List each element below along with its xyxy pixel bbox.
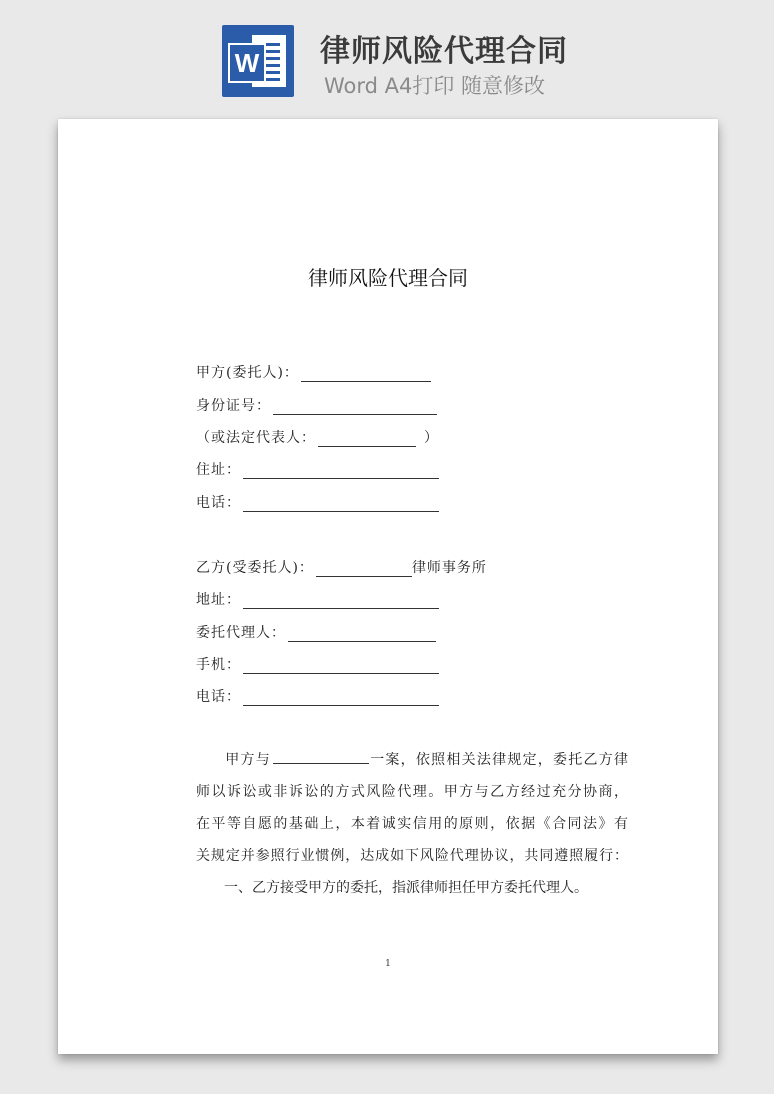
party-a-name-blank[interactable] xyxy=(301,369,431,382)
body-line-1-suffix: 一案，依照相关法律规定，委托乙方律 xyxy=(368,752,628,768)
case-name-blank[interactable] xyxy=(273,751,369,764)
body-line-3: 在平等自愿的基础上，本着诚实信用的原则，依据《合同法》有 xyxy=(196,816,628,832)
banner-title: 律师风险代理合同 xyxy=(320,34,568,69)
party-b-mobile-label: 手机： xyxy=(196,657,241,673)
party-a-id-field xyxy=(196,395,437,415)
document-title: 律师风险代理合同 xyxy=(308,266,468,290)
party-b-agent-label: 委托代理人： xyxy=(196,625,286,641)
party-a-id-blank[interactable] xyxy=(273,402,437,415)
document-page xyxy=(58,119,718,1054)
party-a-phone-field xyxy=(196,492,439,512)
party-b-phone-label: 电话： xyxy=(196,689,241,705)
party-a-phone-blank[interactable] xyxy=(243,499,439,512)
party-b-mobile-field xyxy=(196,654,439,674)
party-b-mobile-blank[interactable] xyxy=(243,661,439,674)
party-b-address-label: 地址： xyxy=(196,592,241,608)
party-a-rep-close: ） xyxy=(424,430,439,446)
party-b-name-label: 乙方(受委托人)： xyxy=(196,560,314,576)
party-b-address-field xyxy=(196,589,439,609)
party-a-rep-field xyxy=(196,427,439,447)
header-banner xyxy=(0,0,774,118)
party-a-address-label: 住址： xyxy=(196,462,241,478)
word-letter: W xyxy=(228,43,266,83)
body-line-2: 师以诉讼或非诉讼的方式风险代理。甲方与乙方经过充分协商， xyxy=(196,784,628,800)
body-line-1 xyxy=(196,744,628,776)
clause-1: 一、乙方接受甲方的委托，指派律师担任甲方委托代理人。 xyxy=(224,880,588,896)
party-b-phone-field xyxy=(196,686,439,706)
banner-subtitle: Word A4打印 随意修改 xyxy=(324,74,546,98)
contract-body xyxy=(196,744,628,904)
body-line-1-prefix: 甲方与 xyxy=(224,752,271,768)
party-a-name-field xyxy=(196,362,431,382)
party-a-name-label: 甲方(委托人)： xyxy=(196,365,299,381)
party-b-firm-suffix: 律师事务所 xyxy=(411,560,487,576)
party-b-firm-blank[interactable] xyxy=(316,564,412,577)
party-b-address-blank[interactable] xyxy=(243,596,439,609)
party-a-address-blank[interactable] xyxy=(243,466,439,479)
word-icon xyxy=(222,25,294,97)
party-b-agent-field xyxy=(196,622,436,642)
page-number: 1 xyxy=(385,959,391,969)
party-a-id-label: 身份证号： xyxy=(196,398,271,414)
party-a-address-field xyxy=(196,459,439,479)
party-b-phone-blank[interactable] xyxy=(243,693,439,706)
party-a-rep-blank[interactable] xyxy=(318,434,416,447)
party-b-name-field xyxy=(196,557,487,577)
party-b-agent-blank[interactable] xyxy=(288,629,436,642)
party-a-phone-label: 电话： xyxy=(196,495,241,511)
body-line-4: 关规定并参照行业惯例，达成如下风险代理协议，共同遵照履行： xyxy=(196,848,628,864)
party-a-rep-label: （或法定代表人： xyxy=(196,430,316,446)
